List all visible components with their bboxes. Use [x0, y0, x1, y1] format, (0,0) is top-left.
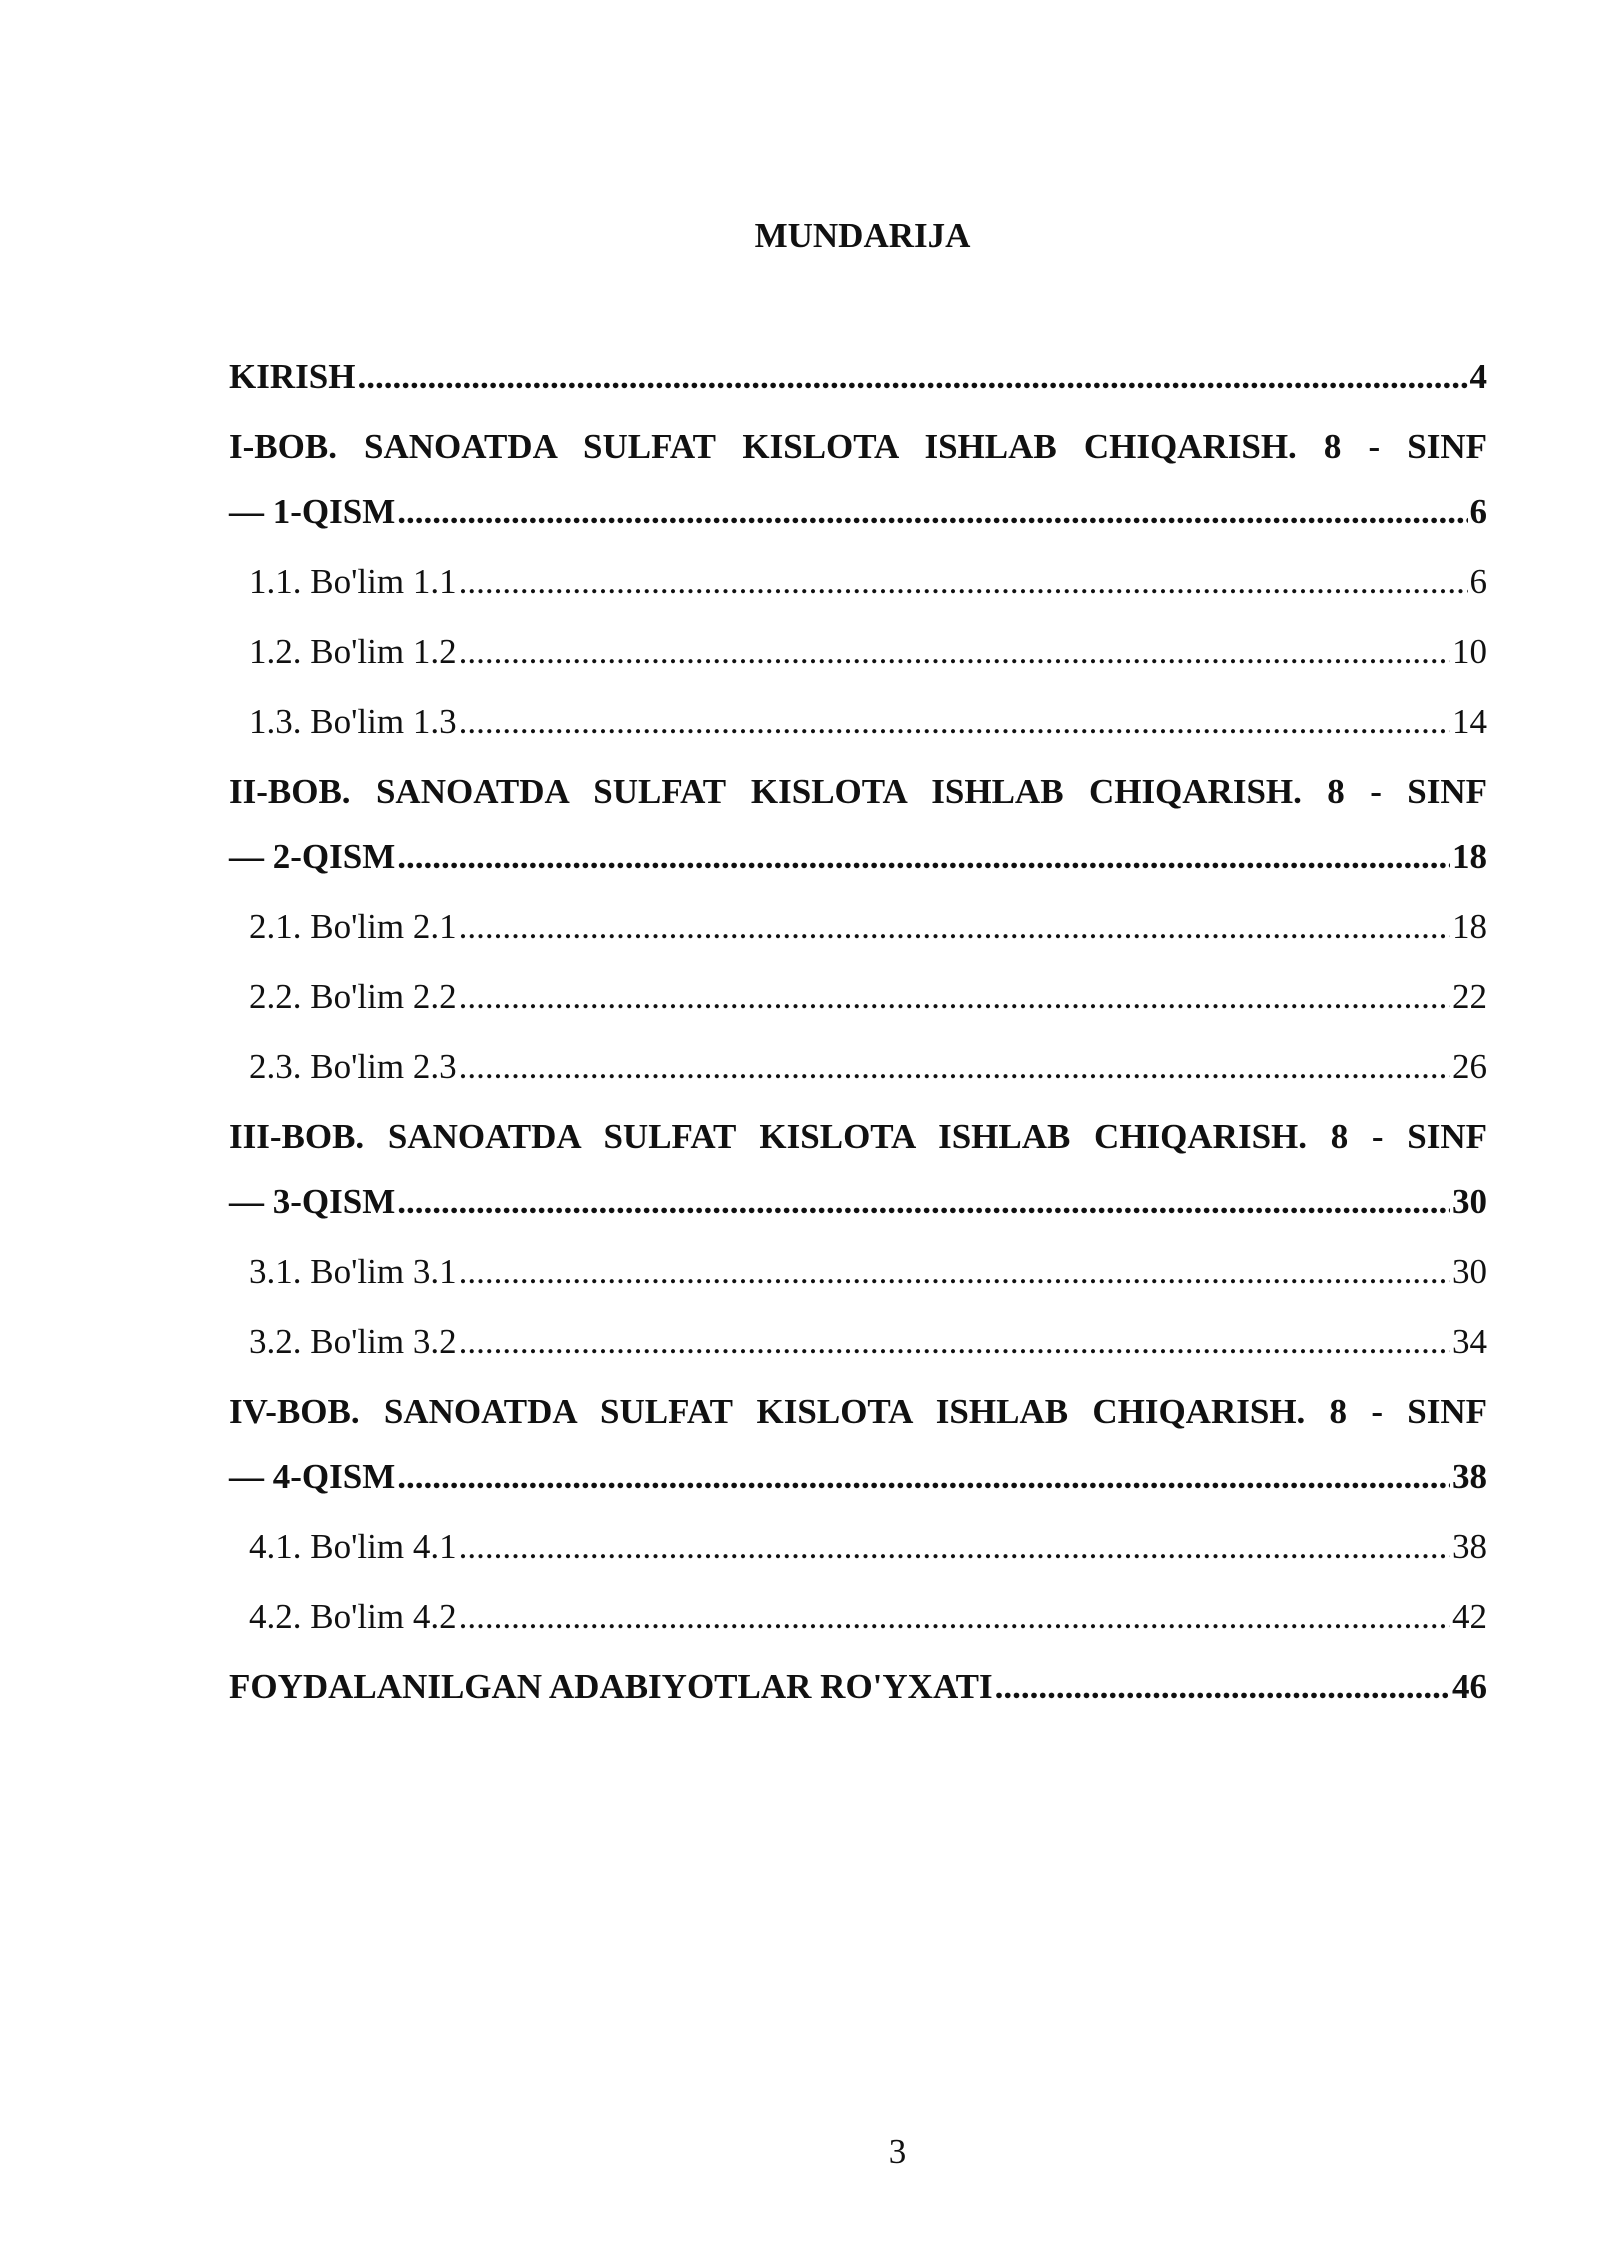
dot-leader [459, 1592, 1450, 1642]
toc-section-2-2[interactable] [229, 972, 1487, 1042]
toc-section-1-2[interactable] [229, 627, 1487, 697]
toc-entry-page: 10 [1452, 632, 1487, 671]
toc-entry-label: 1.3. Bo'lim 1.3 [249, 702, 457, 741]
toc-chapter-part: — 4-QISM [229, 1457, 396, 1496]
toc-entry-page: 6 [1469, 562, 1487, 601]
toc-entry-page: 18 [1452, 907, 1487, 946]
toc-entry-label: 4.1. Bo'lim 4.1 [249, 1527, 457, 1566]
toc-entry-label: 1.1. Bo'lim 1.1 [249, 562, 457, 601]
toc-entry-page: 38 [1452, 1527, 1487, 1566]
dot-leader [459, 1522, 1450, 1572]
toc-section-2-3[interactable] [229, 1042, 1487, 1112]
toc-entry-label: 2.3. Bo'lim 2.3 [249, 1047, 457, 1086]
toc-entry-page: 30 [1452, 1252, 1487, 1291]
toc-entry-page: 46 [1452, 1667, 1487, 1706]
toc-chapter-2[interactable] [229, 767, 1487, 902]
page-number: 3 [888, 2132, 907, 2171]
toc-entry-label: 2.1. Bo'lim 2.1 [249, 907, 457, 946]
toc-entry-label: 1.2. Bo'lim 1.2 [249, 632, 457, 671]
dot-leader [459, 1247, 1450, 1297]
toc-chapter-title: IV-BOB. SANOATDA SULFAT KISLOTA ISHLAB CHIQARISH. 8 - SINF [229, 1392, 1487, 1431]
toc-section-4-2[interactable] [229, 1592, 1487, 1662]
dot-leader [459, 1317, 1450, 1367]
toc-entry-page: 14 [1452, 702, 1487, 741]
toc-section-3-2[interactable] [229, 1317, 1487, 1387]
toc-section-3-1[interactable] [229, 1247, 1487, 1317]
toc-entry-page: 18 [1452, 837, 1487, 876]
page-title: MUNDARIJA [754, 216, 971, 255]
toc-entry-label: 4.2. Bo'lim 4.2 [249, 1597, 457, 1636]
dot-leader [357, 352, 1467, 402]
toc-entry-page: 34 [1452, 1322, 1487, 1361]
toc-entry-page: 30 [1452, 1182, 1487, 1221]
dot-leader [995, 1662, 1450, 1712]
dot-leader [459, 1042, 1450, 1092]
dot-leader [459, 697, 1450, 747]
toc-section-1-1[interactable] [229, 557, 1487, 627]
dot-leader [397, 1177, 1450, 1227]
toc-chapter-1[interactable] [229, 422, 1487, 557]
toc-entry-page: 26 [1452, 1047, 1487, 1086]
toc-chapter-part: — 2-QISM [229, 837, 396, 876]
toc-chapter-part: — 1-QISM [229, 492, 396, 531]
dot-leader [459, 627, 1450, 677]
dot-leader [397, 832, 1450, 882]
toc-entry-page: 42 [1452, 1597, 1487, 1636]
toc-entry-page: 22 [1452, 977, 1487, 1016]
toc-section-2-1[interactable] [229, 902, 1487, 972]
toc-chapter-title: II-BOB. SANOATDA SULFAT KISLOTA ISHLAB CHIQARISH. 8 - SINF [229, 772, 1487, 811]
dot-leader [459, 972, 1450, 1022]
toc-chapter-title: I-BOB. SANOATDA SULFAT KISLOTA ISHLAB CHIQARISH. 8 - SINF [229, 427, 1487, 466]
toc-entry-label: 2.2. Bo'lim 2.2 [249, 977, 457, 1016]
toc-entry-label: 3.1. Bo'lim 3.1 [249, 1252, 457, 1291]
toc-entry-label: 3.2. Bo'lim 3.2 [249, 1322, 457, 1361]
dot-leader [397, 487, 1467, 537]
toc-chapter-4[interactable] [229, 1387, 1487, 1522]
toc-section-1-3[interactable] [229, 697, 1487, 767]
dot-leader [459, 557, 1468, 607]
table-of-contents [229, 352, 1487, 1732]
toc-entry-page: 38 [1452, 1457, 1487, 1496]
toc-entry-intro[interactable] [229, 352, 1487, 422]
toc-entry-label: KIRISH [229, 357, 356, 396]
toc-chapter-part: — 3-QISM [229, 1182, 396, 1221]
toc-chapter-3[interactable] [229, 1112, 1487, 1247]
toc-section-4-1[interactable] [229, 1522, 1487, 1592]
toc-entry-label: FOYDALANILGAN ADABIYOTLAR RO'YXATI [229, 1667, 993, 1706]
dot-leader [397, 1452, 1450, 1502]
dot-leader [459, 902, 1450, 952]
toc-entry-page: 6 [1469, 492, 1487, 531]
toc-entry-references[interactable] [229, 1662, 1487, 1732]
toc-chapter-title: III-BOB. SANOATDA SULFAT KISLOTA ISHLAB CHIQARISH. 8 - SINF [229, 1117, 1487, 1156]
toc-entry-page: 4 [1469, 357, 1487, 396]
